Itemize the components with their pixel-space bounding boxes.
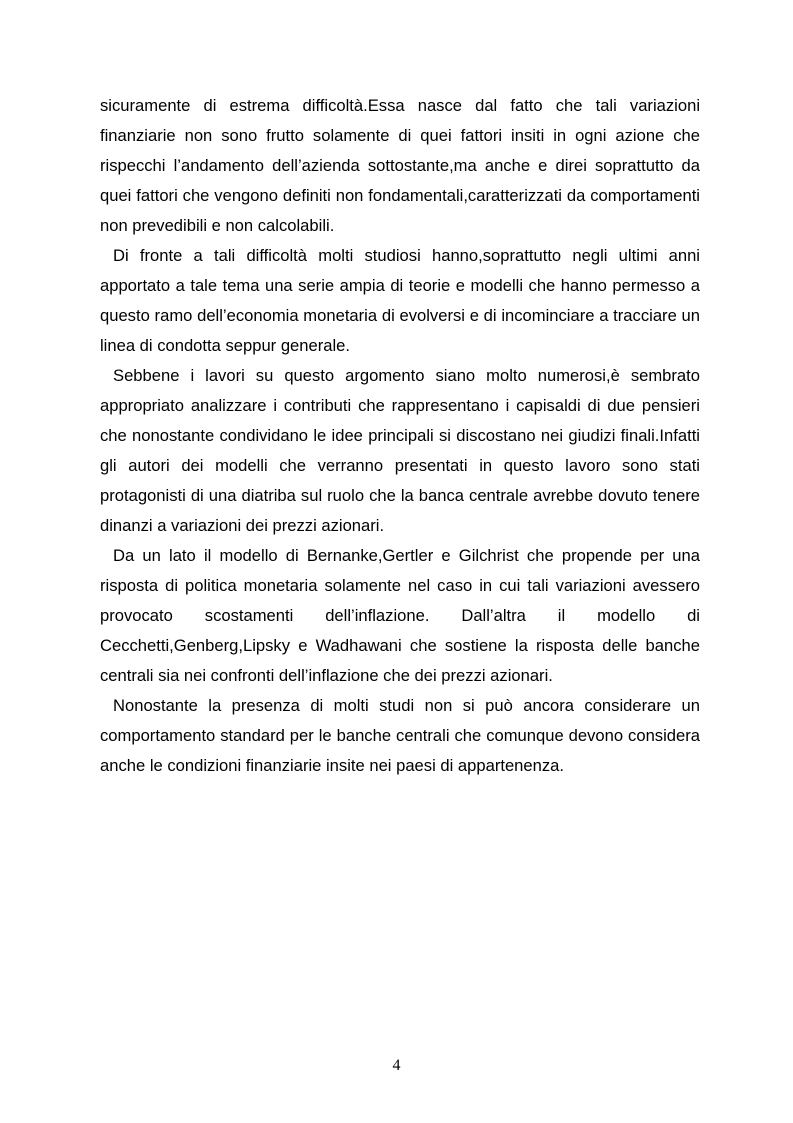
- page-number: 4: [392, 1057, 401, 1074]
- paragraph-5: Nonostante la presenza di molti studi non si può ancora considerare un comportamento standard per le banche centrali che comunque devono considera anche le condizioni finanziarie insite nei paesi di appartenenza.: [100, 696, 700, 775]
- paragraph-3: Sebbene i lavori su questo argomento siano molto numerosi,è sembrato appropriato analizzare i contributi che rappresentano i capisaldi di due pensieri che nonostante condividano le idee principali si discostano nei giudizi finali.Infatti gli autori dei modelli che verranno presentati in questo lavoro sono stati protagonisti di una diatriba sul ruolo che la banca centrale avrebbe dovuto tenere dinanzi a variazioni dei prezzi azionari.: [100, 366, 700, 535]
- body-text: [100, 91, 700, 781]
- paragraph-1: sicuramente di estrema difficoltà.Essa nasce dal fatto che tali variazioni finanziarie non sono frutto solamente di quei fattori insiti in ogni azione che rispecchi l’andamento dell’azienda sottostante,ma anche e direi soprattutto da quei fattori che vengono definiti non fondamentali,caratterizzati da comportamenti non prevedibili e non calcolabili.: [100, 96, 700, 235]
- paragraph-2: Di fronte a tali difficoltà molti studiosi hanno,soprattutto negli ultimi anni apportato a tale tema una serie ampia di teorie e modelli che hanno permesso a questo ramo dell’economia monetaria di evolversi e di incominciare a tracciare un linea di condotta seppur generale.: [100, 246, 700, 355]
- paragraph-4: Da un lato il modello di Bernanke,Gertler e Gilchrist che propende per una risposta di politica monetaria solamente nel caso in cui tali variazioni avessero provocato scostamenti dell’inflazione. Dall’altra il modello di Cecchetti,Genberg,Lipsky e Wadhawani che sostiene la risposta delle banche centrali sia nei confronti dell’inflazione che dei prezzi azionari.: [100, 546, 700, 685]
